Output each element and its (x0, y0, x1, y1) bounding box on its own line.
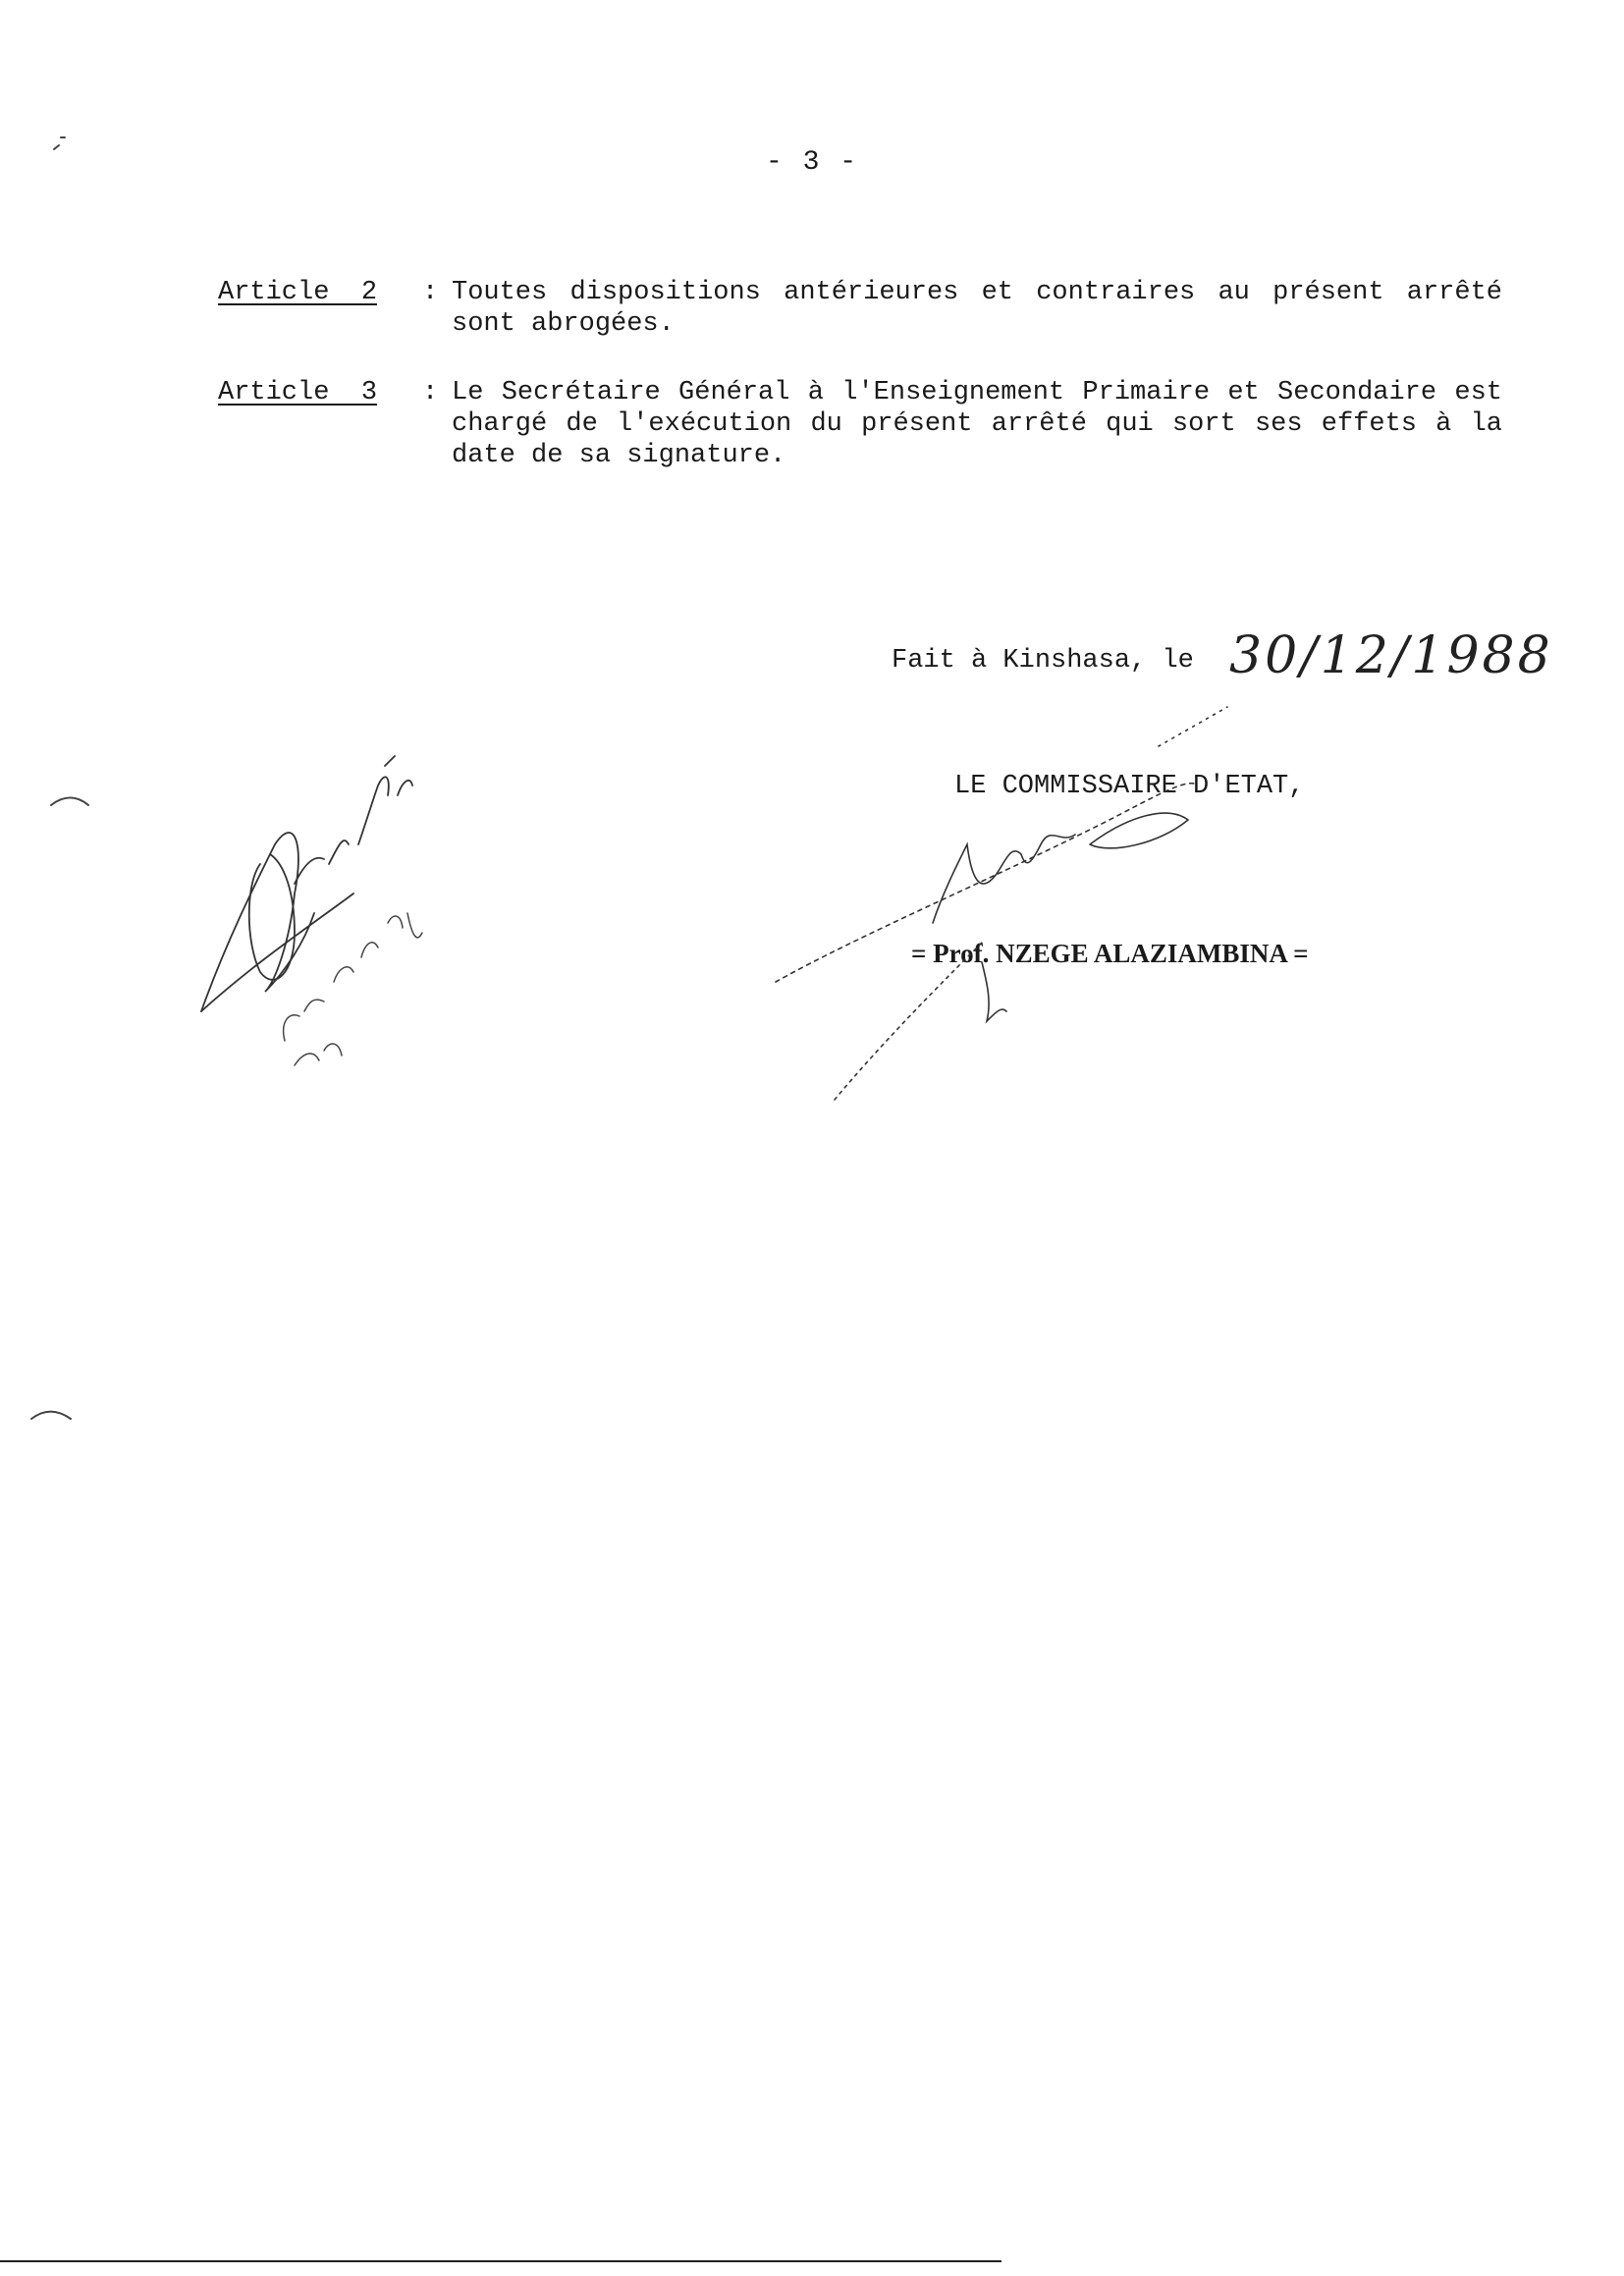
article-2-separator: : (422, 278, 439, 307)
article-3-label: Article 3 (218, 378, 378, 407)
article-2-text: Toutes dispositions antérieures et contraires au présent arrêté sont abrogées. (452, 278, 1502, 339)
article-3-text: Le Secrétaire Général à l'Enseignement Primaire et Secondaire est chargé de l'exécution du présent arrêté qui sort ses effets à la date de sa signature. (452, 378, 1502, 470)
article-2-label: Article 2 (218, 278, 378, 307)
page-number: - 3 - (765, 147, 858, 178)
signatory-title: LE COMMISSAIRE D'ETAT, (954, 772, 1305, 801)
signatory-name: = Prof. NZEGE ALAZIAMBINA = (911, 939, 1309, 968)
bottom-rule (0, 2260, 1001, 2262)
article-3-separator: : (422, 378, 439, 407)
place-and-date-prefix: Fait à Kinshasa, le (892, 646, 1194, 676)
handwritten-date: 30/12/1988 (1229, 626, 1553, 685)
